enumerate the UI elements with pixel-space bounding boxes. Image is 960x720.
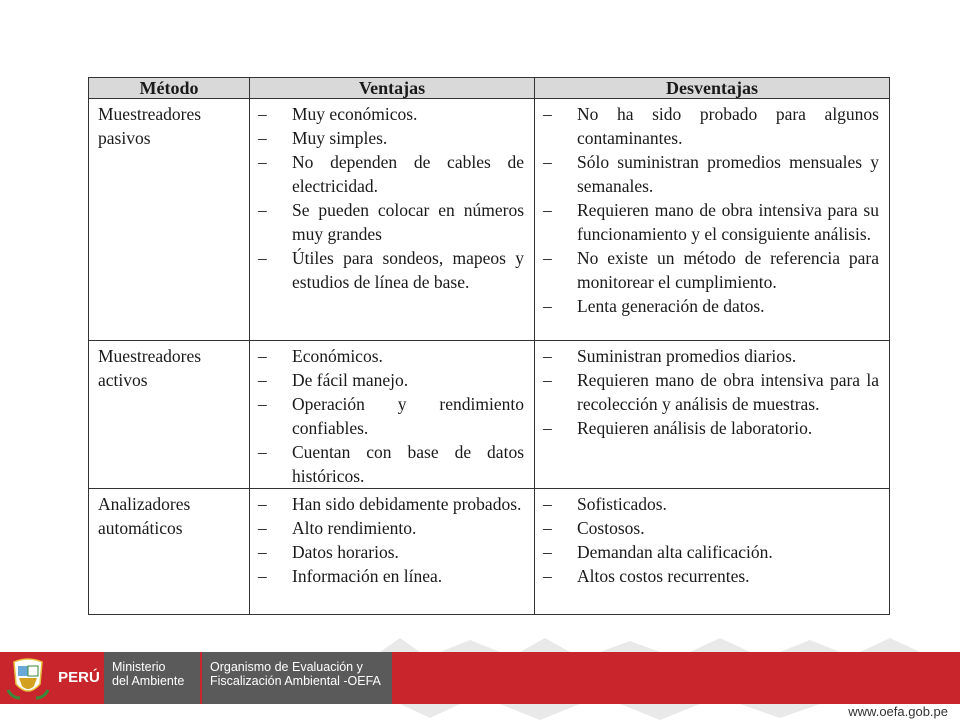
list-item-text: Se pueden colocar en números muy grandes [292, 200, 524, 244]
list-item [543, 416, 879, 440]
disadvantages-list [535, 489, 889, 588]
list-item [543, 492, 879, 516]
list-item-text: Requieren mano de obra intensiva para la recolección y análisis de muestras. [577, 370, 879, 414]
header-method: Método [89, 78, 250, 99]
list-item [258, 150, 524, 198]
list-item-text: Económicos. [292, 346, 383, 366]
list-item [543, 198, 879, 246]
list-item [258, 126, 524, 150]
list-item [258, 246, 524, 294]
bullet-dash: – [543, 248, 552, 268]
bullet-dash: – [258, 152, 267, 172]
bullet-dash: – [258, 104, 267, 124]
list-item [543, 344, 879, 368]
bullet-dash: – [543, 346, 552, 366]
list-item [543, 150, 879, 198]
list-item-text: Requieren análisis de laboratorio. [577, 418, 813, 438]
bullet-dash: – [258, 442, 267, 462]
advantages-cell [250, 489, 535, 615]
method-cell: Analizadores automáticos [89, 489, 250, 615]
list-item-text: No ha sido probado para algunos contaminantes. [577, 104, 879, 148]
list-item [543, 246, 879, 294]
list-item [543, 516, 879, 540]
list-item-text: No existe un método de referencia para monitorear el cumplimiento. [577, 248, 879, 292]
list-item-text: Lenta generación de datos. [577, 296, 765, 316]
table-header-row [89, 78, 890, 99]
list-item [543, 368, 879, 416]
list-item [543, 564, 879, 588]
list-item-text: Datos horarios. [292, 542, 399, 562]
country-label: PERÚ [54, 652, 104, 704]
list-item-text: Operación y rendimiento confiables. [292, 394, 524, 438]
header-disadvantages: Desventajas [535, 78, 890, 99]
bullet-dash: – [543, 566, 552, 586]
method-cell: Muestreadores activos [89, 341, 250, 489]
advantages-list [250, 341, 534, 488]
website-url: www.oefa.gob.pe [848, 704, 948, 719]
bullet-dash: – [543, 296, 552, 316]
methods-comparison-table [88, 77, 890, 615]
bullet-dash: – [258, 346, 267, 366]
list-item [258, 368, 524, 392]
list-item-text: Información en línea. [292, 566, 443, 586]
list-item [258, 102, 524, 126]
advantages-cell [250, 99, 535, 341]
list-item-text: Muy simples. [292, 128, 388, 148]
bullet-dash: – [543, 104, 552, 124]
list-item-text: Sólo suministran promedios mensuales y semanales. [577, 152, 879, 196]
table-row [89, 341, 890, 489]
list-item-text: Costosos. [577, 518, 645, 538]
bullet-dash: – [543, 370, 552, 390]
advantages-list [250, 99, 534, 294]
bullet-dash: – [258, 542, 267, 562]
ministry-label [104, 652, 200, 704]
list-item [258, 564, 524, 588]
bullet-dash: – [543, 494, 552, 514]
bullet-dash: – [258, 566, 267, 586]
list-item-text: Suministran promedios diarios. [577, 346, 797, 366]
list-item-text: Han sido debidamente probados. [292, 494, 522, 514]
bullet-dash: – [258, 518, 267, 538]
list-item [258, 344, 524, 368]
disadvantages-cell [535, 99, 890, 341]
agency-label [202, 652, 392, 704]
disadvantages-cell [535, 341, 890, 489]
agency-line-1: Organismo de Evaluación y [210, 660, 363, 674]
list-item [543, 540, 879, 564]
ministry-line-1: Ministerio [112, 660, 166, 674]
bullet-dash: – [543, 152, 552, 172]
list-item [258, 198, 524, 246]
bullet-dash: – [258, 494, 267, 514]
list-item-text: Sofisticados. [577, 494, 667, 514]
bullet-dash: – [258, 200, 267, 220]
list-item [258, 440, 524, 488]
coat-of-arms-icon [4, 654, 52, 702]
ministry-line-2: del Ambiente [112, 674, 185, 688]
bullet-dash: – [258, 248, 267, 268]
list-item [543, 102, 879, 150]
list-item-text: De fácil manejo. [292, 370, 409, 390]
list-item-text: Alto rendimiento. [292, 518, 417, 538]
list-item [258, 540, 524, 564]
list-item-text: Cuentan con base de datos históricos. [292, 442, 524, 486]
list-item [258, 392, 524, 440]
bullet-dash: – [543, 518, 552, 538]
table-row [89, 99, 890, 341]
bullet-dash: – [258, 394, 267, 414]
list-item [543, 294, 879, 318]
list-item-text: No dependen de cables de electricidad. [292, 152, 524, 196]
bullet-dash: – [543, 418, 552, 438]
advantages-list [250, 489, 534, 588]
bullet-dash: – [258, 370, 267, 390]
list-item [258, 492, 524, 516]
agency-line-2: Fiscalización Ambiental -OEFA [210, 674, 381, 688]
disadvantages-list [535, 341, 889, 440]
bullet-dash: – [543, 542, 552, 562]
advantages-cell [250, 341, 535, 489]
bullet-dash: – [543, 200, 552, 220]
method-cell: Muestreadores pasivos [89, 99, 250, 341]
disadvantages-cell [535, 489, 890, 615]
list-item-text: Muy económicos. [292, 104, 418, 124]
bullet-dash: – [258, 128, 267, 148]
footer-bar [0, 638, 960, 720]
list-item [258, 516, 524, 540]
list-item-text: Útiles para sondeos, mapeos y estudios de línea de base. [292, 248, 524, 292]
list-item-text: Altos costos recurrentes. [577, 566, 750, 586]
disadvantages-list [535, 99, 889, 318]
list-item-text: Demandan alta calificación. [577, 542, 773, 562]
list-item-text: Requieren mano de obra intensiva para su funcionamiento y el consiguiente análisis. [577, 200, 879, 244]
table-row [89, 489, 890, 615]
header-advantages: Ventajas [250, 78, 535, 99]
